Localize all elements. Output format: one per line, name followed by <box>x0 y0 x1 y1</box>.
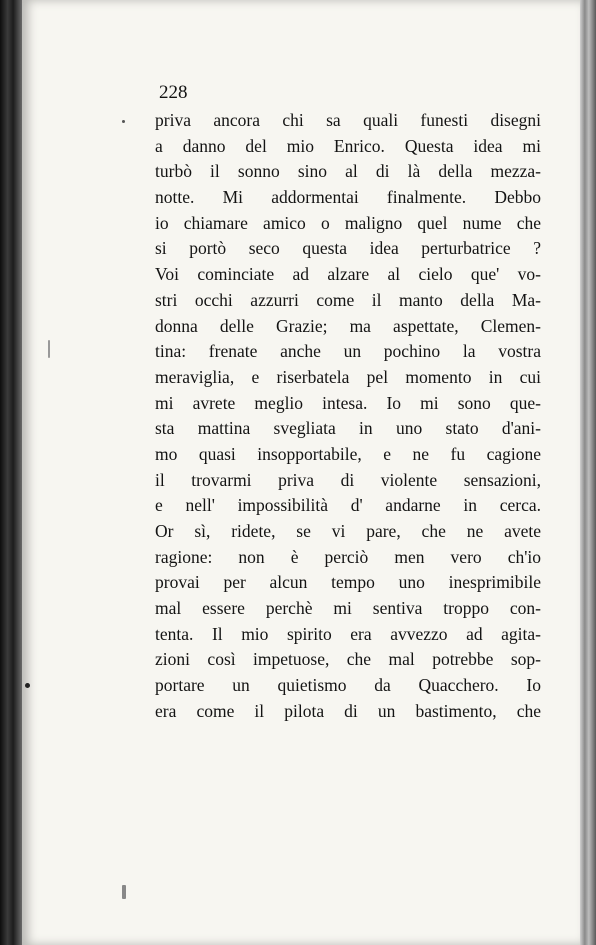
text-line: priva ancora chi sa quali funesti disegni <box>155 110 541 130</box>
text-line: mi avrete meglio intesa. Io mi sono que- <box>155 392 541 413</box>
ink-speck <box>122 120 125 123</box>
ink-speck <box>122 885 126 899</box>
text-line: ragione: non è perciò men vero ch'io <box>155 546 541 567</box>
text-line: portare un quietismo da Quacchero. Io <box>155 675 541 696</box>
ink-speck <box>48 340 50 358</box>
text-line: e nell' impossibilità d' andarne in cerca. <box>155 495 541 516</box>
page-number: 228 <box>159 82 188 103</box>
book-binding <box>0 0 22 945</box>
text-line: stri occhi azzurri come il manto della Ma- <box>155 289 541 310</box>
text-line: notte. Mi addormentai finalmente. Debbo <box>155 187 541 208</box>
text-line: mal essere perchè mi sentiva troppo con- <box>155 598 541 619</box>
text-line: mo quasi insopportabile, e ne fu cagione <box>155 443 541 464</box>
text-line: Voi cominciate ad alzare al cielo que' vo- <box>155 264 541 285</box>
page-edge <box>580 0 596 945</box>
text-line: tina: frenate anche un pochino la vostra <box>155 341 541 362</box>
text-line: il trovarmi priva di violente sensazioni, <box>155 469 541 490</box>
body-text <box>155 108 541 725</box>
text-line: donna delle Grazie; ma aspettate, Clemen- <box>155 315 541 336</box>
text-line: meraviglia, e riserbatela pel momento in cui <box>155 366 541 387</box>
ink-speck <box>25 683 30 688</box>
text-line: zioni così impetuose, che mal potrebbe sop- <box>155 649 541 670</box>
text-line: si portò seco questa idea perturbatrice ? <box>155 238 541 259</box>
text-line: sta mattina svegliata in uno stato d'ani- <box>155 418 541 439</box>
text-line: provai per alcun tempo uno inesprimibile <box>155 572 541 593</box>
text-line: era come il pilota di un bastimento, che <box>155 700 541 721</box>
text-line: io chiamare amico o maligno quel nume che <box>155 212 541 233</box>
text-line: a danno del mio Enrico. Questa idea mi <box>155 135 541 156</box>
text-line: Or sì, ridete, se vi pare, che ne avete <box>155 521 541 541</box>
text-line: turbò il sonno sino al di là della mezza- <box>155 161 541 182</box>
text-line: tenta. Il mio spirito era avvezzo ad agita- <box>155 623 541 644</box>
